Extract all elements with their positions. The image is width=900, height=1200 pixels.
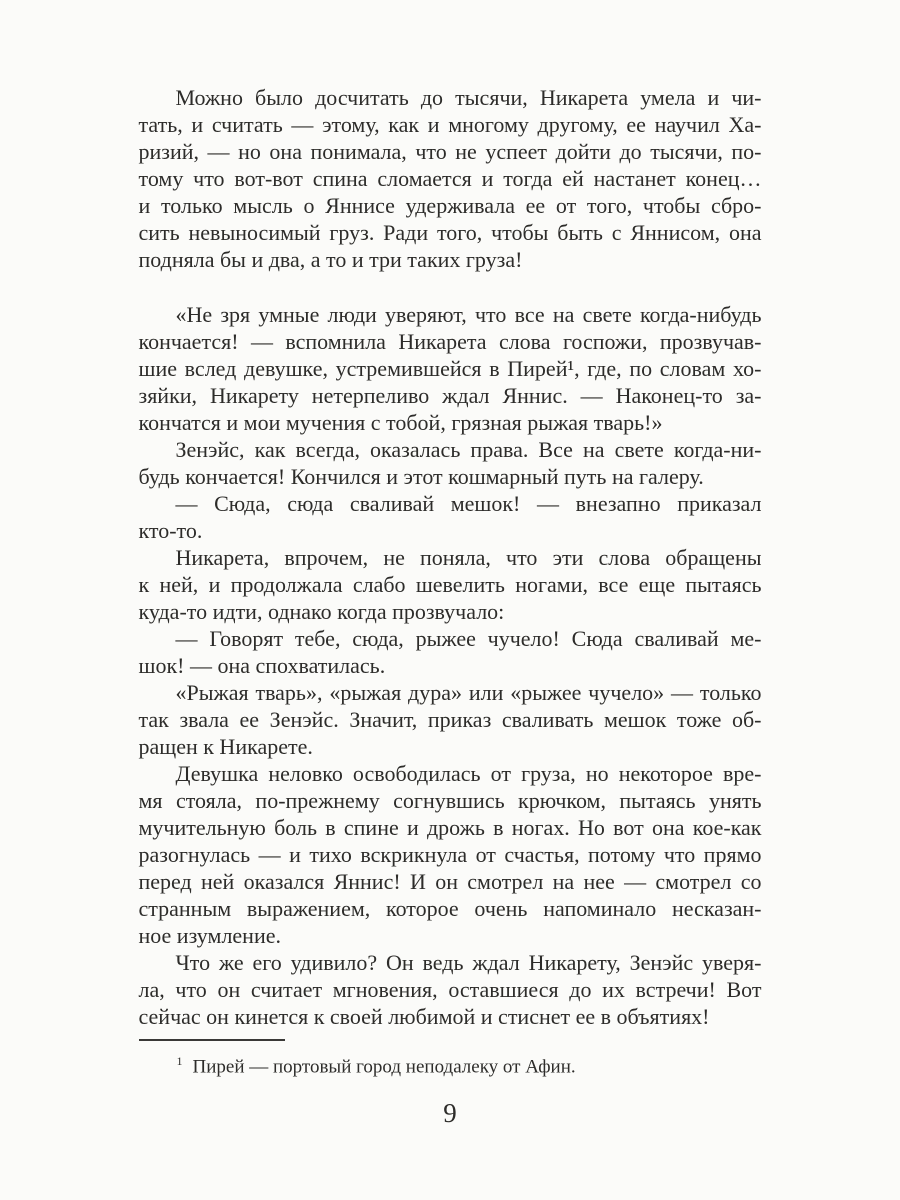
text-line: куда-то идти, однако когда прозвучало:	[138, 599, 505, 624]
text-line: так звала ее Зенэйс. Значит, приказ сваливать мешок тоже об-	[138, 707, 762, 732]
text-line: Что же его удивило? Он ведь ждал Никарету, Зенэйс уверя-	[175, 950, 762, 975]
text-line: сить невыносимый груз. Ради того, чтобы быть с Яннисом, она	[138, 220, 762, 245]
text-line: ное изумление.	[138, 923, 281, 948]
paragraph	[139, 949, 762, 1030]
text-line: ризий, — но она понимала, что не успеет дойти до тысячи, по-	[138, 139, 762, 164]
text-line: ращен к Никарете.	[138, 734, 313, 759]
text-line: шие вслед девушке, устремившейся в Пирей¹, где, по словам хо-	[138, 356, 762, 381]
text-line: — Сюда, сюда сваливай мешок! — внезапно приказал	[175, 491, 762, 516]
footnote-divider	[139, 1039, 285, 1041]
text-line: зяйки, Никарету нетерпеливо ждал Яннис. — Наконец-то за-	[138, 383, 762, 408]
text-line: ла, что он считает мгновения, оставшиеся до их встречи! Вот	[138, 977, 762, 1002]
page-number: 9	[443, 1098, 457, 1129]
text-line: и только мысль о Яннисе удерживала ее от того, чтобы сбро-	[138, 193, 762, 218]
text-line: тому что вот-вот спина сломается и тогда ей настанет конец…	[138, 166, 762, 191]
text-line: странным выражением, которое очень напоминало несказан-	[138, 896, 762, 921]
text-line: Зенэйс, как всегда, оказалась права. Все на свете когда-ни-	[175, 437, 762, 462]
text-line: шок! — она спохватилась.	[138, 653, 386, 678]
body-text	[139, 0, 762, 1030]
text-line: мя стояла, по-прежнему согнувшись крючком, пытаясь унять	[138, 788, 762, 813]
paragraph	[139, 544, 762, 625]
text-line: — Говорят тебе, сюда, рыжее чучело! Сюда сваливай ме-	[175, 626, 762, 651]
text-line: подняла бы и два, а то и три таких груза!	[138, 247, 523, 272]
paragraph	[139, 436, 762, 490]
text-line: мучительную боль в спине и дрожь в ногах. Но вот она кое-как	[138, 815, 762, 840]
footnote-area	[139, 1039, 762, 1080]
paragraph	[139, 84, 762, 273]
text-line: будь кончается! Кончился и этот кошмарный путь на галеру.	[138, 464, 704, 489]
text-line: сейчас он кинется к своей любимой и стиснет ее в объятиях!	[138, 1004, 710, 1029]
text-line: кто-то.	[138, 518, 203, 543]
text-line: кончается! — вспомнила Никарета слова госпожи, прозвучав-	[138, 329, 762, 354]
paragraph	[139, 679, 762, 760]
text-line: Можно было досчитать до тысячи, Никарета умела и чи-	[175, 85, 762, 110]
text-line: к ней, и продолжала слабо шевелить ногами, все еще пытаясь	[138, 572, 762, 597]
text-line: тать, и считать — этому, как и многому другому, ее научил Ха-	[138, 112, 762, 137]
footnote-text: Пирей — портовый город неподалеку от Афин.	[192, 1056, 576, 1078]
footnote-marker: 1	[176, 1054, 183, 1068]
text-line: перед ней оказался Яннис! И он смотрел на нее — смотрел со	[138, 869, 762, 894]
paragraph	[139, 760, 762, 949]
paragraph	[139, 625, 762, 679]
text-line: кончатся и мои мучения с тобой, грязная рыжая тварь!»	[138, 410, 663, 435]
paragraph	[139, 301, 762, 436]
text-line: разогнулась — и тихо вскрикнула от счастья, потому что прямо	[138, 842, 762, 867]
text-line: Девушка неловко освободилась от груза, но некоторое вре-	[175, 761, 762, 786]
text-line: «Рыжая тварь», «рыжая дура» или «рыжее чучело» — только	[175, 680, 762, 705]
text-line: «Не зря умные люди уверяют, что все на свете когда-нибудь	[175, 302, 762, 327]
footnote	[139, 1048, 762, 1080]
paragraph	[139, 490, 762, 544]
text-line: Никарета, впрочем, не поняла, что эти слова обращены	[175, 545, 762, 570]
